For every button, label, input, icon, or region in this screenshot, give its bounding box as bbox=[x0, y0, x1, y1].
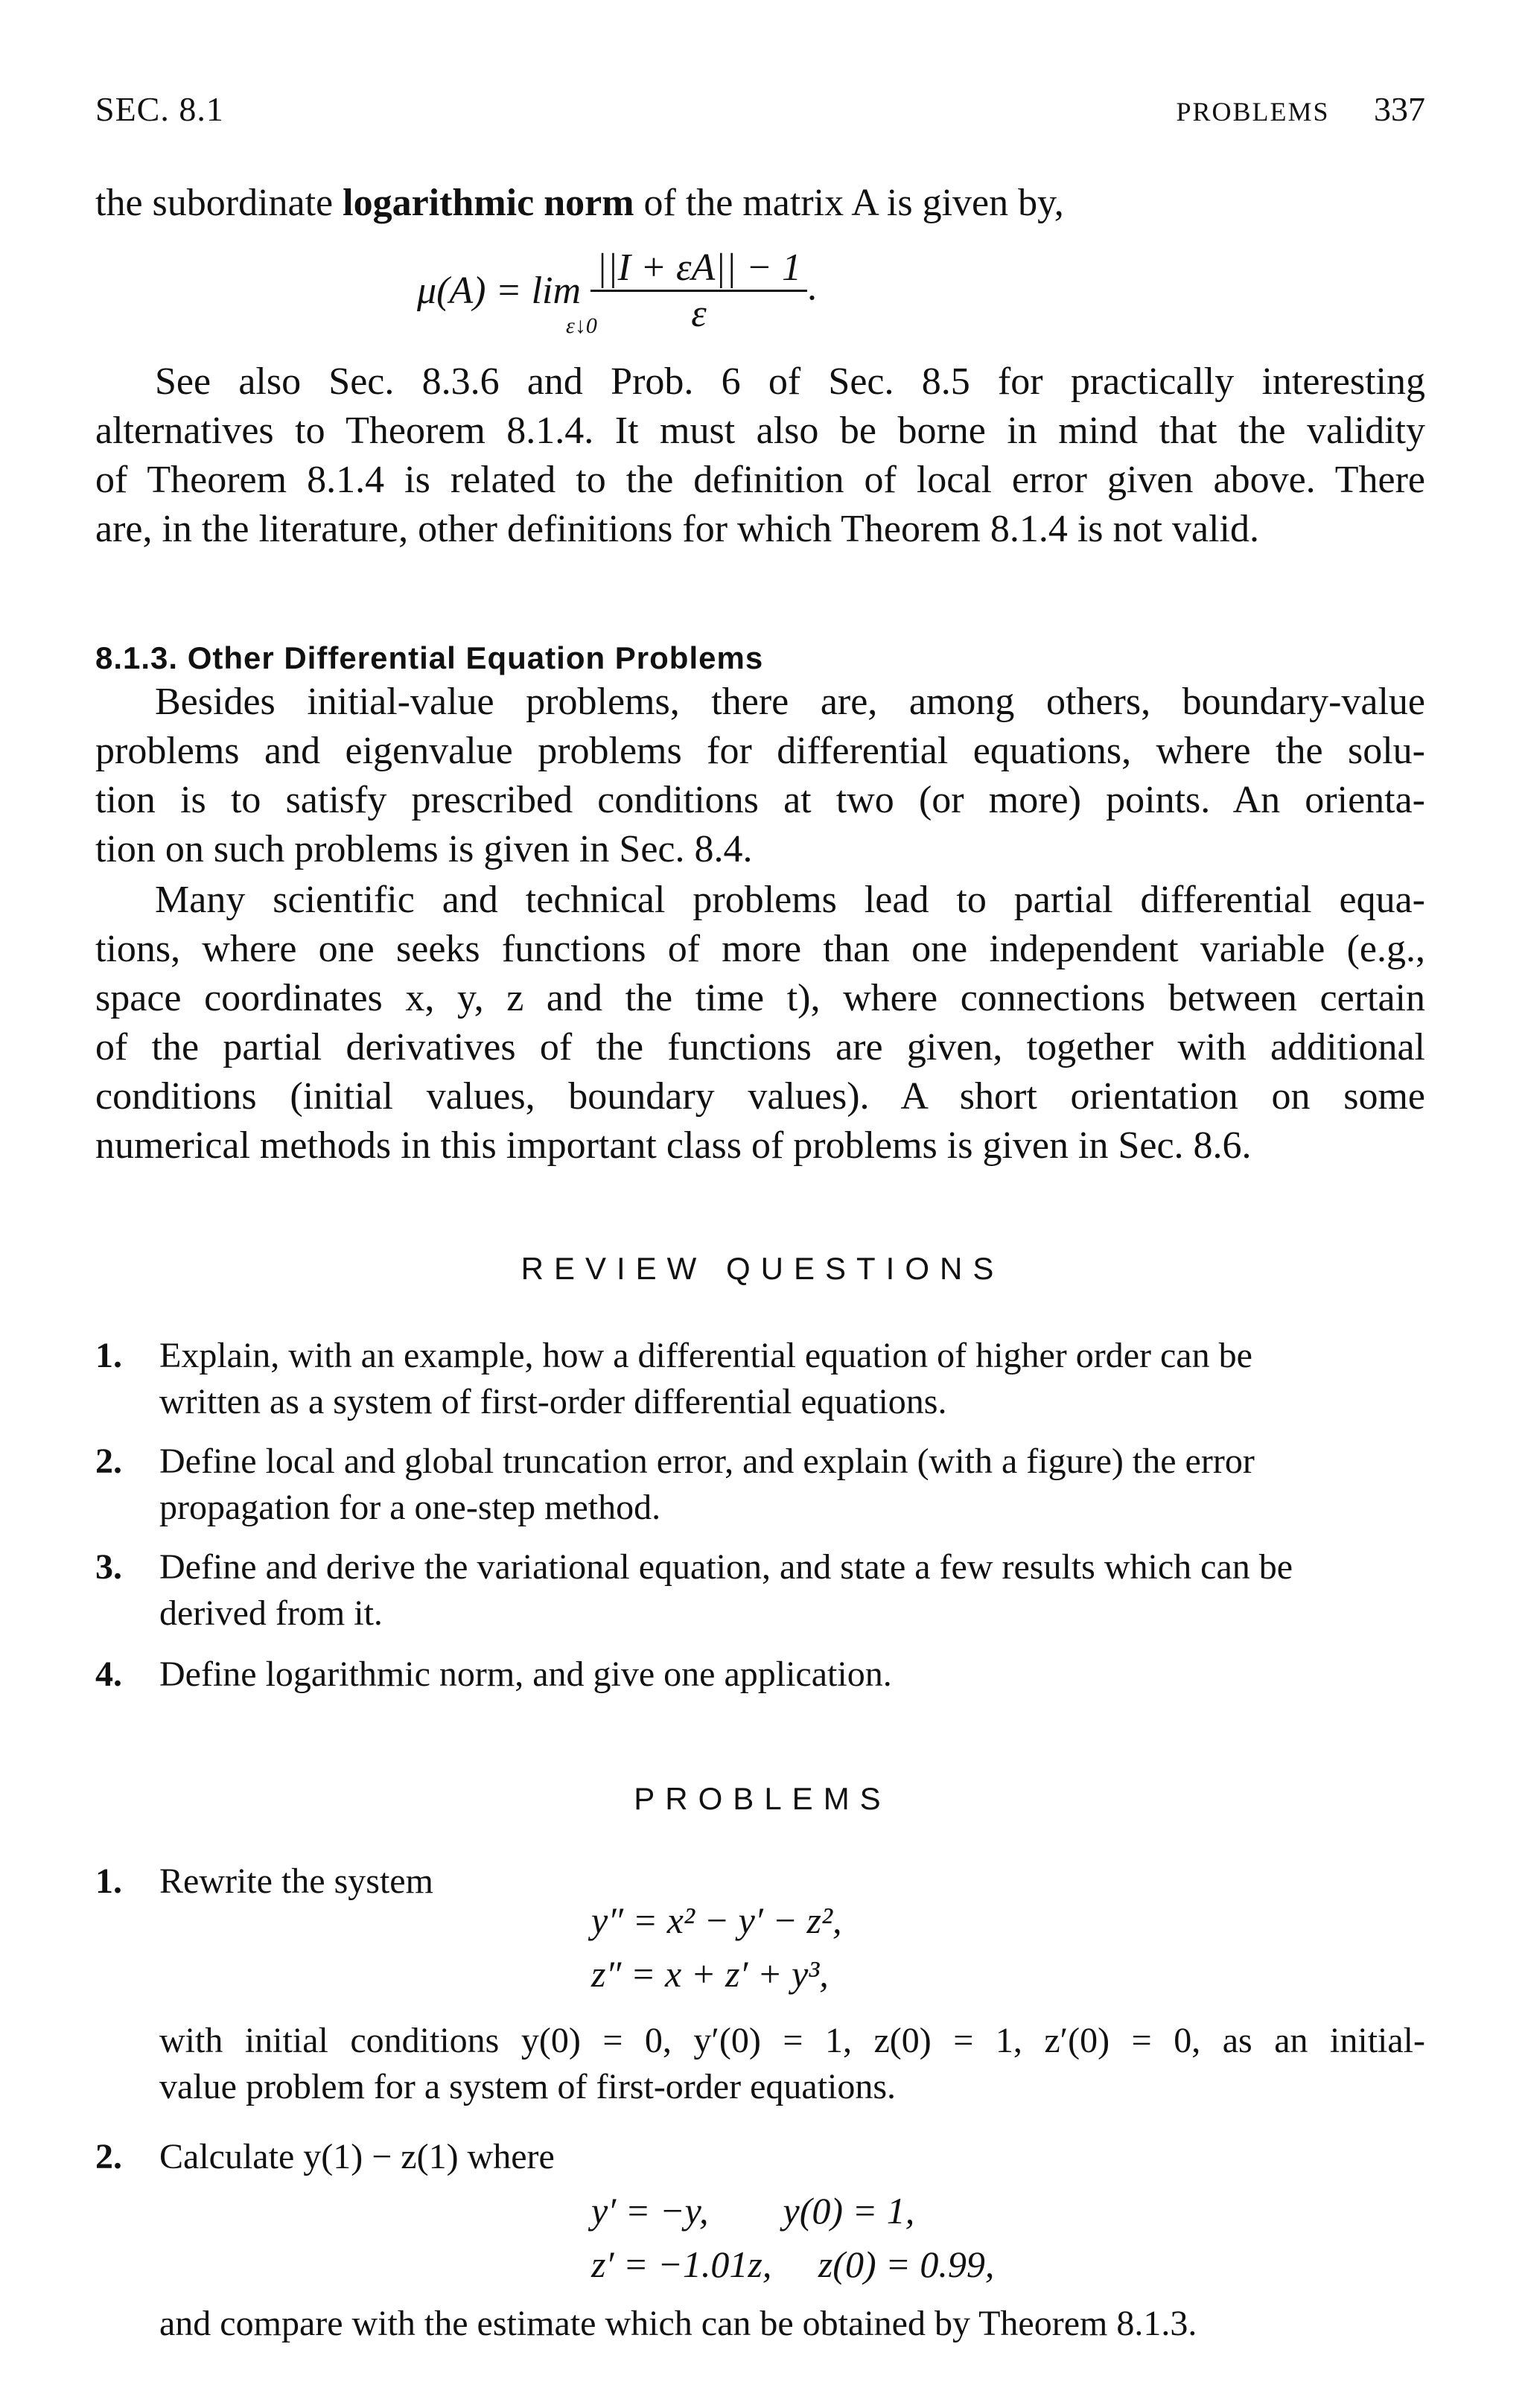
para3-line: tions, where one seeks functions of more than one independent variable (e.g., bbox=[95, 928, 1425, 970]
running-head-right bbox=[1176, 89, 1425, 129]
running-head-title: PROBLEMS bbox=[1176, 97, 1330, 127]
review-question-number: 4. bbox=[95, 1654, 122, 1694]
para1-line: See also Sec. 8.3.6 and Prob. 6 of Sec. 8.5 for practically interesting bbox=[155, 360, 1425, 403]
problem-equation: y″ = x² − y′ − z², bbox=[591, 1899, 842, 1941]
problem-equation: z″ = x + z′ + y³, bbox=[591, 1953, 829, 1995]
formula-denominator: ε bbox=[691, 293, 707, 335]
review-questions-title: REVIEW QUESTIONS bbox=[520, 1251, 1005, 1286]
formula-limit-sub: ε↓0 bbox=[566, 313, 597, 338]
review-question-line: written as a system of first-order differential equations. bbox=[159, 1382, 947, 1421]
problem-2 bbox=[95, 2134, 1425, 2357]
formula-lhs: μ(A) = lim bbox=[417, 270, 582, 312]
para3-line: numerical methods in this important class of problems is given in Sec. 8.6. bbox=[95, 1124, 1252, 1167]
review-question-1 bbox=[95, 1333, 1425, 1430]
review-question-line: propagation for a one-step method. bbox=[159, 1488, 661, 1527]
problem-line: with initial conditions y(0) = 0, y′(0) = 1, z(0) = 1, z′(0) = 0, as an initial- bbox=[159, 2021, 1425, 2060]
problem-1 bbox=[95, 1858, 1425, 2127]
review-question-number: 1. bbox=[95, 1336, 122, 1375]
problem-number: 2. bbox=[95, 2137, 122, 2176]
subsection-heading: 8.1.3. Other Differential Equation Problems bbox=[95, 640, 764, 675]
intro-text-pre: the subordinate bbox=[95, 182, 343, 224]
review-question-number: 2. bbox=[95, 1442, 122, 1481]
problem-equation: y′ = −y, y(0) = 1, bbox=[591, 2190, 915, 2232]
para1-line: alternatives to Theorem 8.1.4. It must also be borne in mind that the validity bbox=[95, 410, 1425, 452]
review-question-line: Explain, with an example, how a differential equation of higher order can be bbox=[159, 1336, 1252, 1375]
formula-log-norm bbox=[417, 246, 817, 336]
problem-line: and compare with the estimate which can be obtained by Theorem 8.1.3. bbox=[159, 2304, 1197, 2343]
formula-numerator: ||I + εA|| − 1 bbox=[590, 246, 807, 292]
intro-sentence bbox=[95, 179, 1425, 228]
para2-line: Besides initial-value problems, there are, among others, boundary-value bbox=[155, 681, 1425, 723]
running-head-section bbox=[95, 89, 224, 129]
para3-line: space coordinates x, y, z and the time t), where connections between certain bbox=[95, 977, 1425, 1019]
problems-title: PROBLEMS bbox=[634, 1781, 891, 1816]
para3-line: Many scientific and technical problems lead to partial differential equa- bbox=[155, 879, 1425, 921]
formula-fraction bbox=[590, 246, 807, 336]
problem-equation: z′ = −1.01z, z(0) = 0.99, bbox=[591, 2243, 995, 2285]
page-number: 337 bbox=[1374, 90, 1425, 128]
intro-text-post: of the matrix A is given by, bbox=[634, 182, 1064, 224]
problem-intro: Rewrite the system bbox=[159, 1861, 433, 1901]
review-question-4 bbox=[95, 1651, 1425, 1701]
paragraph-other-problems bbox=[95, 678, 1425, 874]
review-question-line: Define and derive the variational equation, and state a few results which can be bbox=[159, 1547, 1293, 1587]
formula-period: . bbox=[806, 266, 817, 309]
review-question-line: Define logarithmic norm, and give one application. bbox=[159, 1654, 892, 1694]
para2-line: tion is to satisfy prescribed conditions at two (or more) points. An orienta- bbox=[95, 779, 1425, 821]
review-question-number: 3. bbox=[95, 1547, 122, 1587]
section-label: SEC. 8.1 bbox=[95, 90, 224, 128]
review-question-line: Define local and global truncation error, and explain (with a figure) the error bbox=[159, 1442, 1255, 1481]
paragraph-pde bbox=[95, 876, 1425, 1170]
para1-line: of Theorem 8.1.4 is related to the definition of local error given above. There bbox=[95, 459, 1425, 501]
paragraph-see-also bbox=[95, 357, 1425, 554]
problem-number: 1. bbox=[95, 1861, 122, 1901]
para3-line: of the partial derivatives of the functions are given, together with additional bbox=[95, 1026, 1425, 1068]
para3-line: conditions (initial values, boundary values). A short orientation on some bbox=[95, 1075, 1425, 1118]
intro-bold-term: logarithmic norm bbox=[343, 182, 634, 224]
para1-line: are, in the literature, other definitions for which Theorem 8.1.4 is not valid. bbox=[95, 508, 1259, 550]
review-question-line: derived from it. bbox=[159, 1593, 383, 1633]
problem-line: value problem for a system of first-order equations. bbox=[159, 2067, 897, 2106]
review-question-2 bbox=[95, 1439, 1425, 1535]
review-question-3 bbox=[95, 1544, 1425, 1641]
para2-line: tion on such problems is given in Sec. 8.4. bbox=[95, 828, 753, 870]
para2-line: problems and eigenvalue problems for differential equations, where the solu- bbox=[95, 730, 1425, 772]
problem-intro: Calculate y(1) − z(1) where bbox=[159, 2137, 555, 2176]
